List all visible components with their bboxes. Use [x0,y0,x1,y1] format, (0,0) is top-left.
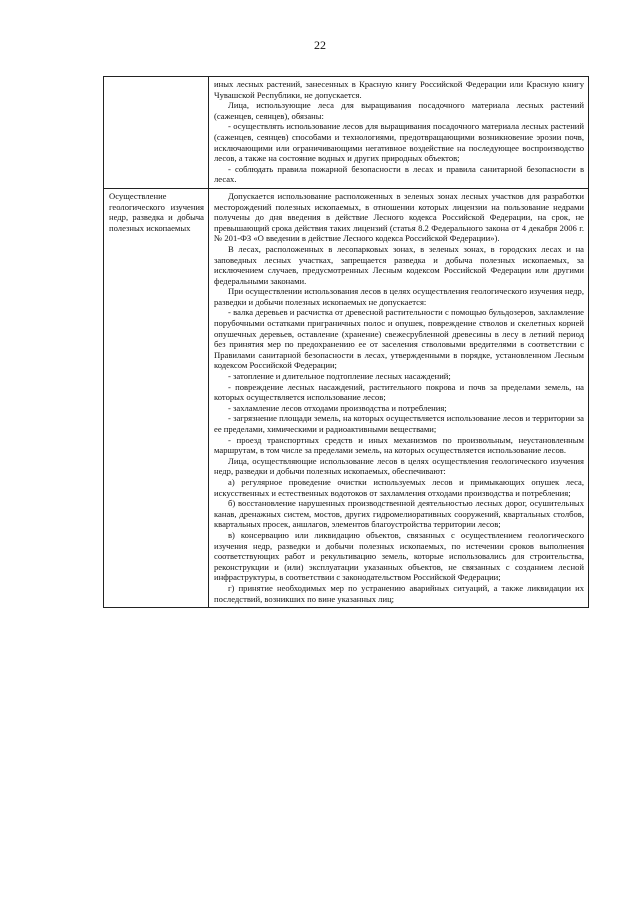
requirements-paragraph: - загрязнение площади земель, на которых осуществляется использование лесов и территории за ее пределами, химическими и радиоактивными веществами; [214,413,584,434]
requirements-paragraph: В лесах, расположенных в лесопарковых зонах, в зеленых зонах, в городских лесах и на заповедных лесных участках, запрещается разведка и добыча полезных ископаемых, за исключением случаев, предусмотренных Лесным кодексом Российской Федерации или другими федеральными законами. [214,243,584,286]
requirements-paragraph: Допускается использование расположенных в зеленых зонах лесных участков для разработки месторождений полезных ископаемых, в отношении которых лицензии на пользование недрами получены до дня введения в действие Лесного кодекса Российской Федерации, на срок, не превышающий срока действия таких лицензий (статья 8.2 Федерального закона от 4 декабря 2006 г. № 201-ФЗ «О введении в действие Лесного кодекса Российской Федерации»). [214,190,584,244]
requirements-paragraph: - захламление лесов отходами производства и потребления; [228,402,447,413]
requirements-cell [209,188,589,607]
page-number: 22 [314,38,326,52]
requirements-paragraph: - валка деревьев и расчистка от древесной растительности с помощью бульдозеров, захламление порубочными остатками приграничных полос и опушек, повреждение стволов и скелетных корней опушечных деревьев, оставление (хранение) свежесрубленной древесины в лесу в летний период без принятия мер по предохранению ее от заселения стволовыми вредителями в соответствии с Правилами санитарной безопасности в лесах, утвержденными в порядке, установленном Лесным кодексом Российской Федерации; [214,307,584,371]
requirements-paragraph: - соблюдать правила пожарной безопасности в лесах и правила санитарной безопасности в лесах. [214,163,584,185]
requirements-paragraph: иных лесных растений, занесенных в Красную книгу Российской Федерации или Красную книгу Чувашской Республики, не допускается. [214,79,584,100]
requirements-paragraph: При осуществлении использования лесов в целях осуществления геологического изучения недр, разведки и добычи полезных ископаемых не допускается: [214,286,584,307]
requirements-paragraph: б) восстановление нарушенных производственной деятельностью лесных дорог, осушительных канав, дренажных систем, мостов, других гидромелиоративных сооружений, квартальных столбов, квартальных просек, аншлагов, элементов благоустройства территории лесов; [214,498,584,530]
activity-type-cell [104,77,209,189]
requirements-paragraph: - осуществлять использование лесов для выращивания посадочного материала лесных растений (саженцев, сеянцев) способами и технологиями, предотвращающими возникновение эрозии почв, исключающими или ограничивающими негативное воздействие на последующее воспроизводство лесов, а также на состояние водных и других природных объектов; [214,121,584,164]
requirements-paragraph: Лица, использующие леса для выращивания посадочного материала лесных растений (саженцев, сеянцев), обязаны: [214,100,584,121]
requirements-paragraph: - затопление и длительное подтопление лесных насаждений; [228,371,451,382]
activity-type-cell [104,188,209,607]
requirements-paragraph: - проезд транспортных средств и иных механизмов по произвольным, неустановленным маршрутам, в том числе за пределами земель, на которых осуществляется использование лесов. [214,434,584,456]
requirements-paragraph: а) регулярное проведение очистки используемых лесов и примыкающих опушек леса, искусственных и естественных водотоков от захламления отходами производства и потребления; [214,476,584,498]
table-row [104,77,589,189]
requirements-paragraph: Лица, осуществляющие использование лесов в целях осуществления геологического изучения недр, разведки и добычи полезных ископаемых, обеспечивают: [214,455,584,477]
requirements-paragraph: - повреждение лесных насаждений, растительного покрова и почв за пределами земель, на которых осуществляется использование лесов; [214,381,584,403]
table-row [104,188,589,607]
requirements-paragraph: г) принятие необходимых мер по устранению аварийных ситуаций, а также ликвидации их последствий, возникших по вине указанных лиц; [214,582,584,604]
activity-type-label: Осуществление геологического изучения недр, разведка и добыча полезных ископаемых [109,190,204,233]
forest-use-table [103,76,589,608]
requirements-cell [209,77,589,189]
requirements-paragraph: в) консервацию или ликвидацию объектов, связанных с осуществлением геологического изучения недр, разведки и добычи полезных ископаемых, по истечении сроков выполнения соответствующих работ и рекультивацию земель, которые использовались для строительства, реконструкции и (или) эксплуатации указанных объектов, не связанных с созданием лесной инфраструктуры, в соответствии с законодательством Российской Федерации; [214,529,584,583]
